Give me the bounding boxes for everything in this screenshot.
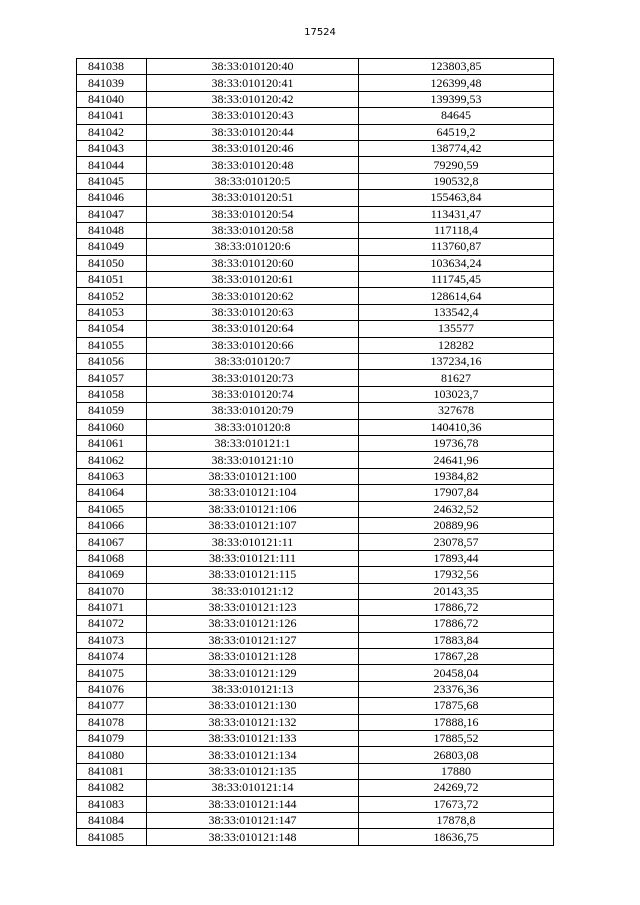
cadastral-number-cell: 38:33:010121:129 <box>147 665 359 681</box>
row-number-cell: 841069 <box>77 567 147 583</box>
table-row <box>77 485 554 501</box>
cadastral-number-cell: 38:33:010121:100 <box>147 468 359 484</box>
value-cell: 23376,36 <box>359 681 554 697</box>
value-cell: 113760,87 <box>359 239 554 255</box>
table-row <box>77 173 554 189</box>
cadastral-number-cell: 38:33:010120:48 <box>147 157 359 173</box>
value-cell: 20143,35 <box>359 583 554 599</box>
table-row <box>77 468 554 484</box>
table-row <box>77 239 554 255</box>
cadastral-number-cell: 38:33:010120:58 <box>147 222 359 238</box>
cadastral-number-cell: 38:33:010121:127 <box>147 632 359 648</box>
table-row <box>77 747 554 763</box>
row-number-cell: 841085 <box>77 829 147 845</box>
cadastral-number-cell: 38:33:010120:79 <box>147 403 359 419</box>
value-cell: 17867,28 <box>359 649 554 665</box>
value-cell: 20458,04 <box>359 665 554 681</box>
value-cell: 327678 <box>359 403 554 419</box>
value-cell: 17886,72 <box>359 599 554 615</box>
row-number-cell: 841077 <box>77 698 147 714</box>
row-number-cell: 841044 <box>77 157 147 173</box>
table-row <box>77 206 554 222</box>
row-number-cell: 841083 <box>77 796 147 812</box>
row-number-cell: 841060 <box>77 419 147 435</box>
row-number-cell: 841063 <box>77 468 147 484</box>
row-number-cell: 841079 <box>77 731 147 747</box>
table-row <box>77 649 554 665</box>
table-row <box>77 681 554 697</box>
table-row <box>77 550 554 566</box>
table-row <box>77 108 554 124</box>
row-number-cell: 841048 <box>77 222 147 238</box>
value-cell: 123803,85 <box>359 59 554 75</box>
row-number-cell: 841046 <box>77 190 147 206</box>
value-cell: 19736,78 <box>359 435 554 451</box>
row-number-cell: 841084 <box>77 812 147 828</box>
value-cell: 17886,72 <box>359 616 554 632</box>
row-number-cell: 841066 <box>77 517 147 533</box>
row-number-cell: 841043 <box>77 140 147 156</box>
table-row <box>77 698 554 714</box>
cadastral-number-cell: 38:33:010120:51 <box>147 190 359 206</box>
cadastral-number-cell: 38:33:010121:12 <box>147 583 359 599</box>
row-number-cell: 841073 <box>77 632 147 648</box>
table-row <box>77 354 554 370</box>
row-number-cell: 841081 <box>77 763 147 779</box>
cadastral-number-cell: 38:33:010120:74 <box>147 386 359 402</box>
row-number-cell: 841072 <box>77 616 147 632</box>
table-body <box>77 59 554 846</box>
table-row <box>77 763 554 779</box>
row-number-cell: 841064 <box>77 485 147 501</box>
table-row <box>77 780 554 796</box>
cadastral-number-cell: 38:33:010121:130 <box>147 698 359 714</box>
value-cell: 128282 <box>359 337 554 353</box>
value-cell: 17673,72 <box>359 796 554 812</box>
table-row <box>77 534 554 550</box>
cadastral-number-cell: 38:33:010120:73 <box>147 370 359 386</box>
value-cell: 81627 <box>359 370 554 386</box>
row-number-cell: 841075 <box>77 665 147 681</box>
row-number-cell: 841061 <box>77 435 147 451</box>
cadastral-number-cell: 38:33:010121:13 <box>147 681 359 697</box>
value-cell: 20889,96 <box>359 517 554 533</box>
value-cell: 117118,4 <box>359 222 554 238</box>
cadastral-number-cell: 38:33:010121:123 <box>147 599 359 615</box>
cadastral-number-cell: 38:33:010121:147 <box>147 812 359 828</box>
table-row <box>77 222 554 238</box>
cadastral-number-cell: 38:33:010120:44 <box>147 124 359 140</box>
value-cell: 17885,52 <box>359 731 554 747</box>
table-row <box>77 59 554 75</box>
row-number-cell: 841065 <box>77 501 147 517</box>
table-row <box>77 796 554 812</box>
row-number-cell: 841056 <box>77 354 147 370</box>
table-row <box>77 190 554 206</box>
cadastral-number-cell: 38:33:010120:66 <box>147 337 359 353</box>
cadastral-number-cell: 38:33:010120:64 <box>147 321 359 337</box>
table-row <box>77 829 554 845</box>
table-row <box>77 665 554 681</box>
row-number-cell: 841068 <box>77 550 147 566</box>
cadastral-number-cell: 38:33:010121:148 <box>147 829 359 845</box>
value-cell: 84645 <box>359 108 554 124</box>
row-number-cell: 841045 <box>77 173 147 189</box>
cadastral-number-cell: 38:33:010120:46 <box>147 140 359 156</box>
value-cell: 26803,08 <box>359 747 554 763</box>
table-row <box>77 337 554 353</box>
value-cell: 113431,47 <box>359 206 554 222</box>
cadastral-number-cell: 38:33:010121:126 <box>147 616 359 632</box>
cadastral-number-cell: 38:33:010120:63 <box>147 304 359 320</box>
cadastral-number-cell: 38:33:010121:128 <box>147 649 359 665</box>
row-number-cell: 841058 <box>77 386 147 402</box>
value-cell: 24269,72 <box>359 780 554 796</box>
row-number-cell: 841040 <box>77 91 147 107</box>
table-row <box>77 157 554 173</box>
value-cell: 17893,44 <box>359 550 554 566</box>
cadastral-number-cell: 38:33:010121:111 <box>147 550 359 566</box>
table-row <box>77 272 554 288</box>
cadastral-number-cell: 38:33:010121:104 <box>147 485 359 501</box>
table-row <box>77 616 554 632</box>
value-cell: 17878,8 <box>359 812 554 828</box>
row-number-cell: 841071 <box>77 599 147 615</box>
cadastral-number-cell: 38:33:010121:115 <box>147 567 359 583</box>
table-row <box>77 140 554 156</box>
row-number-cell: 841054 <box>77 321 147 337</box>
table-row <box>77 255 554 271</box>
row-number-cell: 841041 <box>77 108 147 124</box>
value-cell: 103023,7 <box>359 386 554 402</box>
row-number-cell: 841062 <box>77 452 147 468</box>
value-cell: 126399,48 <box>359 75 554 91</box>
row-number-cell: 841050 <box>77 255 147 271</box>
table-row <box>77 567 554 583</box>
table-row <box>77 419 554 435</box>
page-number: 17524 <box>304 27 336 38</box>
cadastral-number-cell: 38:33:010121:11 <box>147 534 359 550</box>
table-row <box>77 288 554 304</box>
value-cell: 111745,45 <box>359 272 554 288</box>
table-row <box>77 583 554 599</box>
row-number-cell: 841078 <box>77 714 147 730</box>
cadastral-number-cell: 38:33:010121:10 <box>147 452 359 468</box>
table-row <box>77 435 554 451</box>
row-number-cell: 841053 <box>77 304 147 320</box>
value-cell: 17932,56 <box>359 567 554 583</box>
table-row <box>77 75 554 91</box>
cadastral-number-cell: 38:33:010121:135 <box>147 763 359 779</box>
value-cell: 128614,64 <box>359 288 554 304</box>
cadastral-number-cell: 38:33:010121:132 <box>147 714 359 730</box>
value-cell: 155463,84 <box>359 190 554 206</box>
value-cell: 140410,36 <box>359 419 554 435</box>
value-cell: 135577 <box>359 321 554 337</box>
cadastral-number-cell: 38:33:010121:14 <box>147 780 359 796</box>
cadastral-number-cell: 38:33:010120:60 <box>147 255 359 271</box>
table-row <box>77 321 554 337</box>
cadastral-number-cell: 38:33:010121:144 <box>147 796 359 812</box>
table-row <box>77 517 554 533</box>
cadastral-number-cell: 38:33:010120:41 <box>147 75 359 91</box>
row-number-cell: 841039 <box>77 75 147 91</box>
row-number-cell: 841038 <box>77 59 147 75</box>
row-number-cell: 841051 <box>77 272 147 288</box>
cadastral-number-cell: 38:33:010120:54 <box>147 206 359 222</box>
value-cell: 139399,53 <box>359 91 554 107</box>
value-cell: 17880 <box>359 763 554 779</box>
table-row <box>77 714 554 730</box>
value-cell: 137234,16 <box>359 354 554 370</box>
cadastral-number-cell: 38:33:010120:5 <box>147 173 359 189</box>
value-cell: 133542,4 <box>359 304 554 320</box>
row-number-cell: 841059 <box>77 403 147 419</box>
value-cell: 17875,68 <box>359 698 554 714</box>
cadastral-number-cell: 38:33:010121:133 <box>147 731 359 747</box>
table-row <box>77 501 554 517</box>
cadastral-number-cell: 38:33:010120:42 <box>147 91 359 107</box>
value-cell: 64519,2 <box>359 124 554 140</box>
value-cell: 138774,42 <box>359 140 554 156</box>
cadastral-number-cell: 38:33:010121:134 <box>147 747 359 763</box>
cadastral-number-cell: 38:33:010120:8 <box>147 419 359 435</box>
value-cell: 17883,84 <box>359 632 554 648</box>
row-number-cell: 841047 <box>77 206 147 222</box>
cadastral-number-cell: 38:33:010120:43 <box>147 108 359 124</box>
cadastral-number-cell: 38:33:010121:106 <box>147 501 359 517</box>
cadastral-number-cell: 38:33:010120:7 <box>147 354 359 370</box>
row-number-cell: 841049 <box>77 239 147 255</box>
cadastral-number-cell: 38:33:010120:61 <box>147 272 359 288</box>
row-number-cell: 841080 <box>77 747 147 763</box>
value-cell: 17888,16 <box>359 714 554 730</box>
cadastral-number-cell: 38:33:010120:62 <box>147 288 359 304</box>
row-number-cell: 841052 <box>77 288 147 304</box>
value-cell: 24641,96 <box>359 452 554 468</box>
table-row <box>77 386 554 402</box>
table-row <box>77 632 554 648</box>
row-number-cell: 841067 <box>77 534 147 550</box>
cadastral-number-cell: 38:33:010120:40 <box>147 59 359 75</box>
table-row <box>77 731 554 747</box>
table-row <box>77 403 554 419</box>
table-row <box>77 812 554 828</box>
table-row <box>77 91 554 107</box>
value-cell: 18636,75 <box>359 829 554 845</box>
value-cell: 23078,57 <box>359 534 554 550</box>
cadastral-number-cell: 38:33:010121:107 <box>147 517 359 533</box>
row-number-cell: 841070 <box>77 583 147 599</box>
value-cell: 19384,82 <box>359 468 554 484</box>
table-row <box>77 599 554 615</box>
row-number-cell: 841076 <box>77 681 147 697</box>
row-number-cell: 841042 <box>77 124 147 140</box>
table-row <box>77 452 554 468</box>
row-number-cell: 841082 <box>77 780 147 796</box>
table-row <box>77 370 554 386</box>
value-cell: 79290,59 <box>359 157 554 173</box>
value-cell: 17907,84 <box>359 485 554 501</box>
cadastral-number-cell: 38:33:010120:6 <box>147 239 359 255</box>
cadastral-number-cell: 38:33:010121:1 <box>147 435 359 451</box>
row-number-cell: 841057 <box>77 370 147 386</box>
value-cell: 24632,52 <box>359 501 554 517</box>
table-row <box>77 304 554 320</box>
value-cell: 190532,8 <box>359 173 554 189</box>
row-number-cell: 841074 <box>77 649 147 665</box>
table-row <box>77 124 554 140</box>
row-number-cell: 841055 <box>77 337 147 353</box>
value-cell: 103634,24 <box>359 255 554 271</box>
data-table <box>76 58 554 846</box>
